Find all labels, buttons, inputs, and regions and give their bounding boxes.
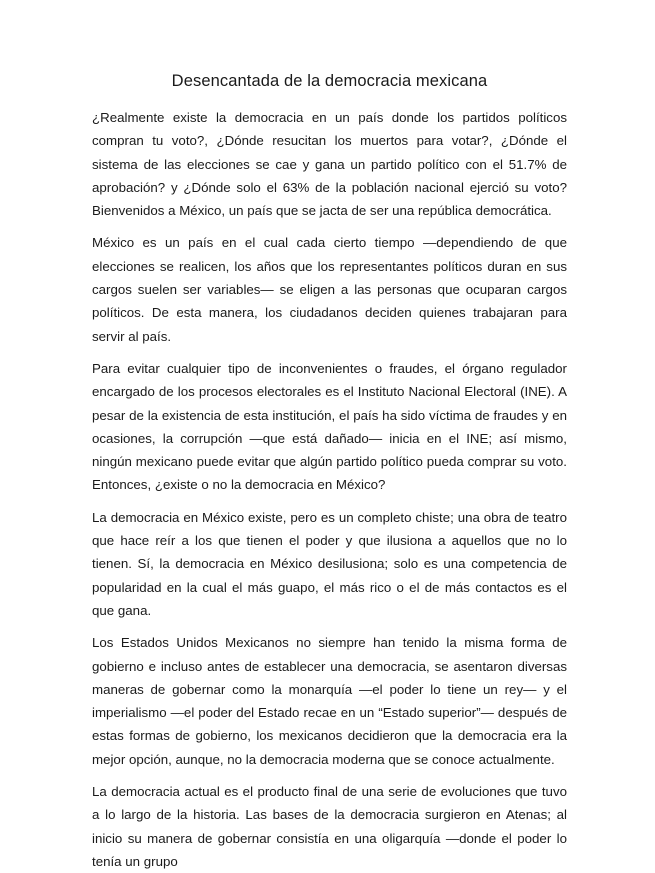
paragraph-5: Los Estados Unidos Mexicanos no siempre han tenido la misma forma de gobierno e incluso antes de establecer una democracia, se asentaron diversas maneras de gobernar como la monarquía —el poder lo tiene un rey— y el imperialismo —el poder del Estado recae en un “Estado superior”— después de estas formas de gobierno, los mexicanos decidieron que la democracia era la mejor opción, aunque, no la democracia moderna que se conoce actualmente. bbox=[92, 635, 567, 767]
paragraph-4: La democracia en México existe, pero es un completo chiste; una obra de teatro que hace reír a los que tienen el poder y que ilusiona a aquellos que no lo tienen. Sí, la democracia en México desilusiona; solo es una competencia de popularidad en la cual el más guapo, el más rico o el de más contactos es el que gana. bbox=[92, 509, 567, 618]
paragraph-1: ¿Realmente existe la democracia en un país donde los partidos políticos compran tu voto?, ¿Dónde resucitan los muertos para votar?, ¿Dónde el sistema de las elecciones se cae y gana un partido político con el 51.7% de aprobación? y ¿Dónde solo el 63% de la población nacional ejerció su voto? Bienvenidos a México, un país que se jacta de ser una república democrática. bbox=[92, 110, 567, 219]
paragraph-2: México es un país en el cual cada cierto tiempo —dependiendo de que elecciones se realicen, los años que los representantes políticos duran en sus cargos suelen ser variables— se eligen a las personas que ocuparan cargos políticos. De esta manera, los ciudadanos deciden quienes trabajaran para servir al país. bbox=[92, 235, 567, 344]
document-title: Desencantada de la democracia mexicana bbox=[171, 72, 488, 90]
paragraph-3: Para evitar cualquier tipo de inconvenientes o fraudes, el órgano regulador encargado de los procesos electorales es el Instituto Nacional Electoral (INE). A pesar de la existencia de esta institución, el país ha sido víctima de fraudes y en ocasiones, la corrupción —que está dañado— inicia en el INE; así mismo, ningún mexicano puede evitar que algún partido político pueda comprar su voto. Entonces, ¿existe o no la democracia en México? bbox=[92, 360, 567, 493]
paragraph-6: La democracia actual es el producto final de una serie de evoluciones que tuvo a lo largo de la historia. Las bases de la democracia surgieron en Atenas; al inicio su manera de gobernar consistía en una oligarquía —donde el poder lo tenía un grupo bbox=[92, 784, 567, 869]
